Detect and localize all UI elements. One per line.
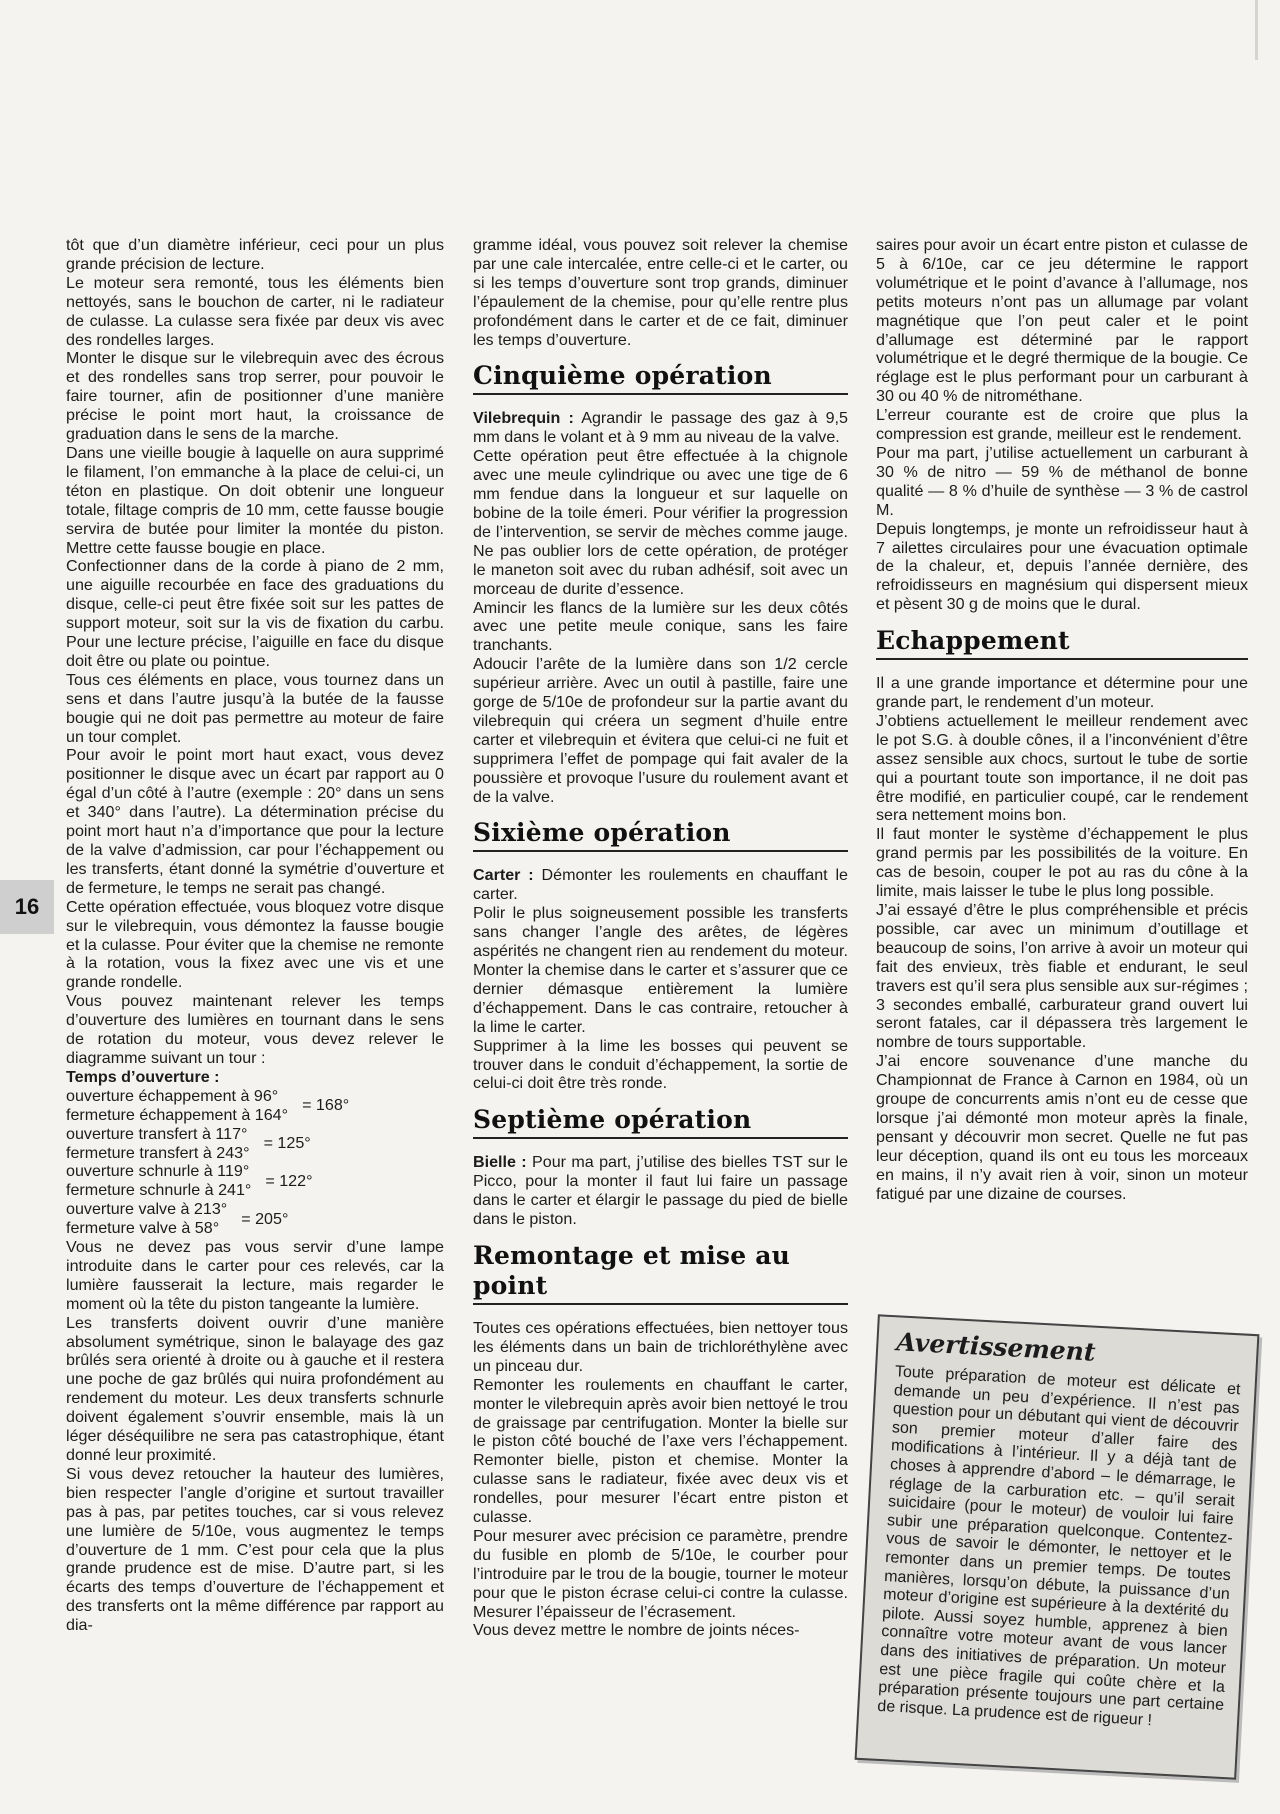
timing-close: fermeture schnurle à 241° xyxy=(66,1181,252,1200)
paragraph: Monter le disque sur le vilebrequin avec des écrous et des rondelles sans trop serrer, pour pouvoir le faire tourner, afin de positionner d’une manière précise le point mort haut, la croissance de graduation dans le sens de la marche. xyxy=(66,349,444,444)
section-heading-5: Cinquième opération xyxy=(473,361,848,395)
timing-schnurle xyxy=(66,1162,444,1200)
paragraph: Depuis longtemps, je monte un refroidisseur haut à 7 ailettes circulaires pour une évacuation optimale de la chaleur, et, depuis l’année dernière, des refroidisseurs en magnésium qui dispersent mieux et pèsent 30 g de moins que le dural. xyxy=(876,519,1248,614)
column-2 xyxy=(473,236,848,1640)
paragraph: Les transferts doivent ouvrir d’une manière absolument symétrique, sinon le balayage des gaz brûlés sera orienté à droite ou à gauche et il restera une poche de gaz brûlés qui nuira profondément au rendement du moteur. Les deux transferts schnurle doivent également s’ouvrir ensemble, mais là un léger déséquilibre ne sera pas catastrophique, étant donné leur proximité. xyxy=(66,1313,444,1464)
paragraph: Le moteur sera remonté, tous les éléments bien nettoyés, sans le bouchon de carter, ni le radiateur de culasse. La culasse sera fixée par deux vis avec des rondelles larges. xyxy=(66,273,444,349)
column-3 xyxy=(876,236,1248,1204)
paragraph: J’obtiens actuellement le meilleur rendement avec le pot S.G. à double cônes, il a l’inconvénient d’être assez sensible aux chocs, surtout le tube de sortie qui a pourtant toute son importance, il ne doit pas être modifié, en particulier coupé, car le rendement sera nettement moins bon. xyxy=(876,711,1248,825)
paragraph xyxy=(473,409,848,447)
paragraph: gramme idéal, vous pouvez soit relever la chemise par une cale intercalée, entre celle-ci et le carter, ou si les temps d’ouverture sont trop grands, diminuer l’épaulement de la chemise, pour qu’elle rentre plus profondément dans le carter et de ce fait, diminuer les temps d’ouverture. xyxy=(473,236,848,349)
timing-close: fermeture transfert à 243° xyxy=(66,1143,250,1162)
timing-open: ouverture transfert à 117° xyxy=(66,1124,248,1143)
timing-transfer xyxy=(66,1125,444,1163)
section-heading-6: Sixième opération xyxy=(473,818,848,852)
page-number: 16 xyxy=(0,880,54,934)
section-heading-7: Septième opération xyxy=(473,1105,848,1139)
timing-total: = 122° xyxy=(265,1171,313,1190)
paragraph: Polir le plus soigneusement possible les transferts sans changer l’angle des arêtes, de légères aspérités ne changent rien au rendement du moteur. Monter la chemise dans le carter et s’assurer que ce dernier démasque entièrement la lumière d’échappement. Dans le cas contraire, retoucher à la lime le carter. xyxy=(473,904,848,1036)
paragraph: Supprimer à la lime les bosses qui peuvent se trouver dans le conduit d’échappement, la sortie de celui-ci doit être très ronde. xyxy=(473,1036,848,1093)
timing-title: Temps d’ouverture : xyxy=(66,1067,220,1086)
paragraph: Pour mesurer avec précision ce paramètre, prendre du fusible en plomb de 5/10e, le courber pour l’introduire par le trou de la bougie, tourner le moteur pour que le piston écrase celui-ci contre la culasse. Mesurer l’épaisseur de l’écrasement. xyxy=(473,1526,848,1621)
paragraph: Vous ne devez pas vous servir d’une lampe introduite dans le carter pour ces relevés, car la lumière fausserait la lecture, mais regarder le moment où la tête du piston tangeante la lumière. xyxy=(66,1238,444,1313)
lead-label: Vilebrequin : xyxy=(473,409,574,428)
paragraph: Cette opération effectuée, vous bloquez votre disque sur le vilebrequin, vous démontez la fausse bougie et la culasse. Pour éviter que la chemise ne remonte à la rotation, vous la fixez avec une vis et une grande rondelle. xyxy=(66,897,444,992)
paragraph xyxy=(473,1153,848,1229)
timing-valve xyxy=(66,1200,444,1238)
timing-total: = 125° xyxy=(263,1134,311,1153)
section-heading-8: Remontage et mise au point xyxy=(473,1241,848,1305)
paragraph: Si vous devez retoucher la hauteur des lumières, bien respecter l’angle d’origine et surtout travailler pas à pas, par petites touches, car si vous relevez une lumière de 5/10e, vous augmentez le temps d’ouverture de 1 mm. C’est pour cela que la plus grande prudence est de mise. D’autre part, si les écarts des temps d’ouverture de l’échappement et des transferts ont la même différence par rapport au dia- xyxy=(66,1464,444,1635)
paragraph: Pour ma part, j’utilise actuellement un carburant à 30 % de nitro — 59 % de méthanol de bonne qualité — 8 % d’huile de synthèse — 3 % de castrol M. xyxy=(876,443,1248,519)
paragraph: Amincir les flancs de la lumière sur les deux côtés avec une petite meule conique, sans les faire tranchants. xyxy=(473,598,848,655)
section-heading-echappement: Echappement xyxy=(876,626,1248,660)
paragraph: Il faut monter le système d’échappement le plus grand permis par les possibilités de la voiture. En cas de besoin, couper le pot au ras du cône à la limite, mais laisser le tube le plus long possible. xyxy=(876,825,1248,901)
warning-box xyxy=(855,1314,1260,1779)
lead-label: Carter : xyxy=(473,866,534,885)
paragraph: Toutes ces opérations effectuées, bien nettoyer tous les éléments dans un bain de trichloréthylène avec un pinceau dur. xyxy=(473,1318,848,1375)
paragraph: Adoucir l’arête de la lumière dans son 1/2 cercle supérieur arrière. Avec un outil à pastille, faire une gorge de 5/10e de profondeur sur la partie avant du vilebrequin qui créera un segment d’huile entre carter et vilebrequin et évitera que celui-ci ne fuit et supprimera l’effet de pompage qui fait avaler de la poussière et provoque l’usure du roulement avant et de la valve. xyxy=(473,655,848,806)
paragraph: Il a une grande importance et détermine pour une grande part, le rendement d’un moteur. xyxy=(876,674,1248,712)
paragraph: saires pour avoir un écart entre piston et culasse de 5 à 6/10e, car ce jeu détermine le rapport volumétrique et le point d’avance à l’allumage, nos petits moteurs n’ont pas un allumage par volant magnétique que l’on peut caler et le point d’allumage est déterminé par le rapport volumétrique et le degré thermique de la bougie. Ce réglage est le plus performant pour un carburant à 30 ou 40 % de nitrométhane. xyxy=(876,236,1248,406)
lead-label: Bielle : xyxy=(473,1153,527,1172)
timing-open: ouverture échappement à 96° xyxy=(66,1086,279,1105)
timing-open: ouverture valve à 213° xyxy=(66,1200,228,1219)
timing-exhaust xyxy=(66,1087,444,1125)
paragraph: Remonter les roulements en chauffant le carter, monter le vilebrequin après avoir bien nettoyé le trou de graissage par centrifugation. Monter la bielle sur le piston côté bouché de l’axe vers l’échappement. Remonter bielle, piston et chemise. Monter la culasse sans le radiateur, fixée avec deux vis et rondelles, pour mesurer l’écart entre piston et culasse. xyxy=(473,1375,848,1527)
lead-text: Démonter les roulements en chauffant le carter. xyxy=(473,866,848,904)
paragraph: J’ai essayé d’être le plus compréhensible et précis possible, car avec un minimum d’outillage et beaucoup de soins, l’on arrive à avoir un moteur qui fait des envieux, très fiable et endurant, le seul travers est qu’il sera plus sensible aux sur-régimes ; 3 secondes emballé, carburateur grand ouvert lui seront fatales, car il dépassera très largement le nombre de tours supportable. xyxy=(876,901,1248,1052)
paragraph: Vous devez mettre le nombre de joints néces- xyxy=(473,1621,800,1640)
paragraph: Dans une vieille bougie à laquelle on aura supprimé le filament, l’on emmanche à la place de celui-ci, un téton en plastique. On doit obtenir une longueur totale, filtage compris de 10 mm, cette fausse bougie servira de butée pour limiter la montée du piston. Mettre cette fausse bougie en place. xyxy=(66,443,444,557)
timing-close: fermeture échappement à 164° xyxy=(66,1105,289,1124)
timing-total: = 205° xyxy=(241,1209,289,1228)
paragraph: tôt que d’un diamètre inférieur, ceci pour un plus grande précision de lecture. xyxy=(66,236,444,273)
warning-body: Toute préparation de moteur est délicate et demande un peu d’expérience. Il n’est pas question pour un débutant qui vient de découvrir son premier moteur d’aller faire des modifications à l’intérieur. Il y a déjà tant de choses à apprendre d’abord – le démarrage, le réglage de la carburation etc. – qu’il serait suicidaire (pour le moteur) de vouloir lui faire subir une préparation quelconque. Contentez-vous de savoir le démonter, le nettoyer et le remonter dans un premier temps. De toutes manières, lorsqu’on débute, la puissance d’un moteur d’origine est supérieure à la dextérité du pilote. Aussi soyez humble, apprenez à bien connaître votre moteur avant de vous lancer dans des initiatives de préparation. Un moteur est une pièce fragile qui coûte chère et la préparation présente toujours une part certaine de risque. La prudence est de rigueur ! xyxy=(876,1363,1241,1729)
lead-text: Agrandir le passage des gaz à 9,5 mm dans le volant et à 9 mm au niveau de la valve. xyxy=(473,409,848,447)
paragraph: L’erreur courante est de croire que plus la compression est grande, meilleur est le rendement. xyxy=(876,406,1248,444)
timing-total: = 168° xyxy=(302,1096,350,1115)
paragraph: Confectionner dans de la corde à piano de 2 mm, une aiguille recourbée en face des graduations du disque, celle-ci peut être fixée soit sur les pattes de support moteur, soit sur la vis de fixation du carbu. Pour une lecture précise, l’aiguille en face du disque doit être ou plate ou pointue. xyxy=(66,557,444,670)
column-1 xyxy=(66,236,444,1635)
warning-title: Avertissement xyxy=(895,1327,1097,1367)
paragraph: Cette opération peut être effectuée à la chignole avec une meule cylindrique ou avec une tige de 6 mm fendue dans la longueur et sur laquelle on bobine de la toile émeri. Pour vérifier la progression de l’intervention, se servir de mèches comme jauge. Ne pas oublier lors de cette opération, de protéger le maneton soit avec du ruban adhésif, soit avec un morceau de durite d’essence. xyxy=(473,447,848,598)
timing-open: ouverture schnurle à 119° xyxy=(66,1162,250,1181)
paragraph: Pour avoir le point mort haut exact, vous devez positionner le disque avec un écart par rapport au 0 égal d’un côté à l’autre (exemple : 20° dans un sens et 340° dans l’autre). La détermination précise du point mort haut n’a d’importance que pour la lecture de la valve d’admission, car pour l’échappement ou les transferts, étant donné la symétrie d’ouverture et de fermeture, le temps ne serait pas changé. xyxy=(66,746,444,897)
page-edge xyxy=(1255,0,1258,60)
paragraph xyxy=(473,866,848,904)
paragraph: J’ai encore souvenance d’une manche du Championnat de France à Carnon en 1984, où un groupe de concurrents amis n’ont eu de cesse que lorsque j’ai démonté mon moteur après la finale, pensant y découvrir mon secret. Quelle ne fut pas leur déception, quand ils ont eu tous les morceaux en mains, il n’y avait rien à voir, sinon un moteur fatigué par une dizaine de courses. xyxy=(876,1052,1248,1203)
lead-text: Pour ma part, j’utilise des bielles TST sur le Picco, pour la monter il faut lui faire un passage dans le carter et élargir le passage du pied de bielle dans le piston. xyxy=(473,1153,848,1229)
paragraph: Vous pouvez maintenant relever les temps d’ouverture des lumières en tournant dans le sens de rotation du moteur, vous devez relever le diagramme suivant un tour : xyxy=(66,992,444,1067)
paragraph: Tous ces éléments en place, vous tournez dans un sens et dans l’autre jusqu’à la butée de la fausse bougie qui ne doit pas permettre au moteur de faire un tour complet. xyxy=(66,670,444,746)
timing-close: fermeture valve à 58° xyxy=(66,1219,220,1238)
